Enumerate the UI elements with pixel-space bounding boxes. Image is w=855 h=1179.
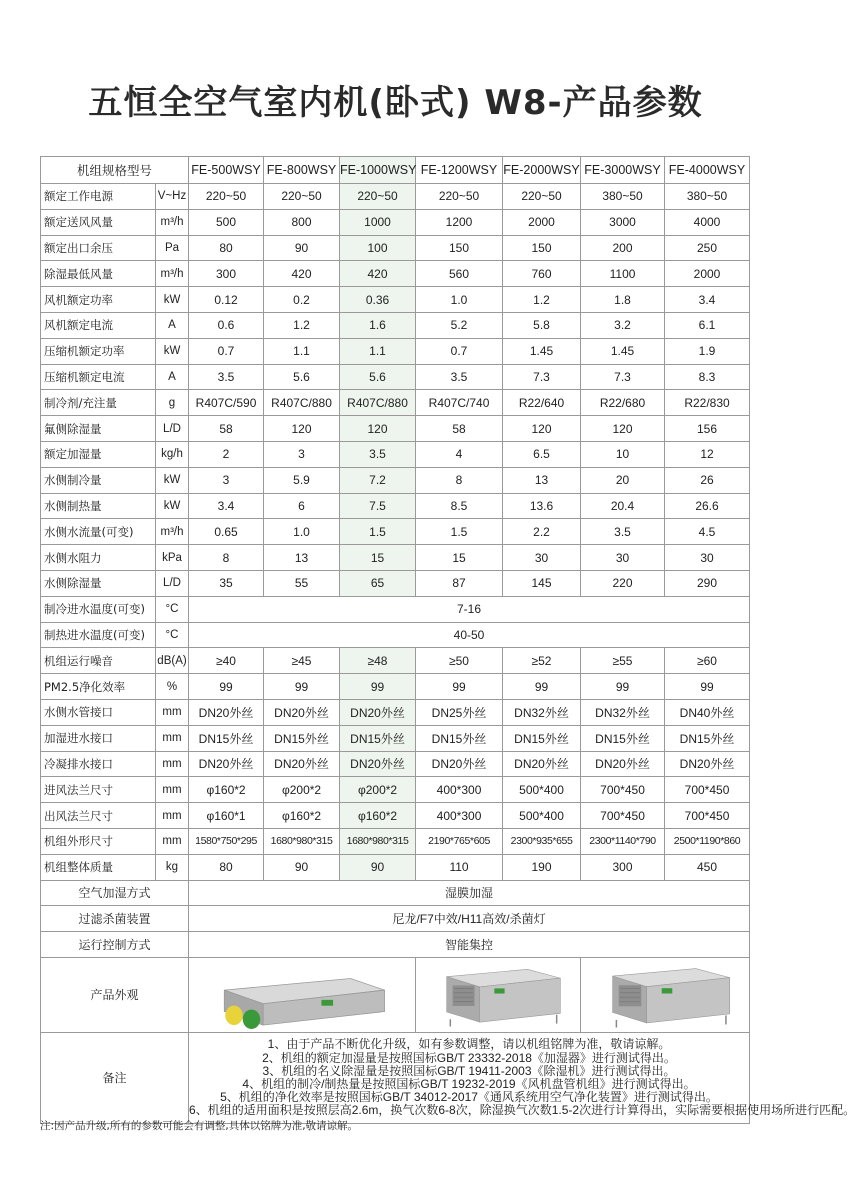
value-cell: 99 xyxy=(264,674,340,700)
table-row xyxy=(41,184,750,210)
value-cell: 90 xyxy=(264,235,340,261)
feature-row xyxy=(41,906,750,932)
value-cell: 5.6 xyxy=(264,364,340,390)
row-label: 水侧水管接口 xyxy=(41,699,156,725)
row-unit: mm xyxy=(156,725,189,751)
row-label: 水侧制冷量 xyxy=(41,467,156,493)
value-cell: 300 xyxy=(189,261,264,287)
row-label: 制冷剂/充注量 xyxy=(41,390,156,416)
value-cell: 380~50 xyxy=(581,184,665,210)
value-cell: 1580*750*295 xyxy=(189,828,264,854)
value-cell: DN20外丝 xyxy=(340,699,416,725)
value-cell: 13.6 xyxy=(503,493,581,519)
value-cell: 2 xyxy=(189,441,264,467)
row-label: 风机额定功率 xyxy=(41,287,156,313)
value-cell: DN20外丝 xyxy=(264,751,340,777)
value-cell: 500 xyxy=(189,209,264,235)
page-title: 五恒全空气室内机(卧式) W8-产品参数 xyxy=(88,83,703,123)
value-cell: 700*450 xyxy=(665,777,750,803)
table-row xyxy=(41,416,750,442)
row-label: 水侧水流量(可变) xyxy=(41,519,156,545)
row-label: 风机额定电流 xyxy=(41,312,156,338)
value-cell: 2300*935*655 xyxy=(503,828,581,854)
value-cell: 8.5 xyxy=(416,493,503,519)
table-row xyxy=(41,751,750,777)
value-cell: 120 xyxy=(503,416,581,442)
value-cell: ≥45 xyxy=(264,648,340,674)
value-cell: 99 xyxy=(340,674,416,700)
value-cell: 8 xyxy=(416,467,503,493)
model-header: FE-500WSY xyxy=(189,157,264,184)
appearance-label: 产品外观 xyxy=(41,957,189,1032)
value-cell: 500*400 xyxy=(503,803,581,829)
row-unit: °C xyxy=(156,596,189,622)
value-cell: 1.5 xyxy=(340,519,416,545)
value-cell: 400*300 xyxy=(416,803,503,829)
value-cell: 90 xyxy=(264,854,340,880)
value-cell: 7.3 xyxy=(581,364,665,390)
value-cell: 420 xyxy=(340,261,416,287)
value-cell: DN20外丝 xyxy=(189,751,264,777)
value-cell: 87 xyxy=(416,570,503,596)
value-cell: 1100 xyxy=(581,261,665,287)
value-cell: 2.2 xyxy=(503,519,581,545)
table-row xyxy=(41,674,750,700)
value-cell: 3.5 xyxy=(189,364,264,390)
value-cell: 0.2 xyxy=(264,287,340,313)
value-cell: 1.1 xyxy=(264,338,340,364)
table-row xyxy=(41,364,750,390)
table-row xyxy=(41,519,750,545)
note-line: 2、机组的额定加湿量是按照国标GB/T 23332-2018《加湿器》进行测试得出。 xyxy=(262,1050,676,1065)
feature-label: 空气加湿方式 xyxy=(41,880,189,906)
value-cell: 220~50 xyxy=(340,184,416,210)
value-cell: 15 xyxy=(340,545,416,571)
row-label: 压缩机额定功率 xyxy=(41,338,156,364)
value-cell: 1.0 xyxy=(416,287,503,313)
value-cell: 99 xyxy=(665,674,750,700)
value-cell: R22/830 xyxy=(665,390,750,416)
row-unit: °C xyxy=(156,622,189,648)
value-cell: 290 xyxy=(665,570,750,596)
value-cell: 0.7 xyxy=(189,338,264,364)
value-cell: 110 xyxy=(416,854,503,880)
model-header: FE-2000WSY xyxy=(503,157,581,184)
value-cell: 1.5 xyxy=(416,519,503,545)
value-cell: 4 xyxy=(416,441,503,467)
value-cell: ≥55 xyxy=(581,648,665,674)
value-cell: 1.2 xyxy=(503,287,581,313)
note-line: 1、由于产品不断优化升级，如有参数调整，请以机组铭牌为准，敬请谅解。 xyxy=(267,1037,671,1052)
note-line: 5、机组的净化效率是按照国标GB/T 34012-2017《通风系统用空气净化装置》进行测试得出。 xyxy=(220,1090,718,1105)
row-unit: kg/h xyxy=(156,441,189,467)
value-cell: 4000 xyxy=(665,209,750,235)
value-cell: 800 xyxy=(264,209,340,235)
value-cell: 1.9 xyxy=(665,338,750,364)
table-row xyxy=(41,725,750,751)
value-cell: DN25外丝 xyxy=(416,699,503,725)
feature-value: 智能集控 xyxy=(189,932,750,958)
value-cell: 30 xyxy=(581,545,665,571)
value-cell: DN15外丝 xyxy=(581,725,665,751)
product-photo-2 xyxy=(416,957,581,1032)
value-cell: 5.9 xyxy=(264,467,340,493)
row-unit: kW xyxy=(156,287,189,313)
row-unit: mm xyxy=(156,751,189,777)
row-label: 冷凝排水接口 xyxy=(41,751,156,777)
value-cell: R407C/880 xyxy=(264,390,340,416)
value-cell: 1.0 xyxy=(264,519,340,545)
value-cell: 99 xyxy=(416,674,503,700)
row-label: 进风法兰尺寸 xyxy=(41,777,156,803)
value-cell: 220~50 xyxy=(189,184,264,210)
value-cell: DN20外丝 xyxy=(665,751,750,777)
value-cell: φ200*2 xyxy=(340,777,416,803)
row-unit: L/D xyxy=(156,570,189,596)
row-label: 加湿进水接口 xyxy=(41,725,156,751)
value-cell: 120 xyxy=(581,416,665,442)
value-cell: 1.8 xyxy=(581,287,665,313)
value-cell: 200 xyxy=(581,235,665,261)
value-cell: 120 xyxy=(340,416,416,442)
value-cell: 760 xyxy=(503,261,581,287)
value-cell: 58 xyxy=(416,416,503,442)
note-line: 3、机组的名义除湿量是按照国标GB/T 19411-2003《除湿机》进行测试得出。 xyxy=(262,1063,676,1078)
value-cell: 7.3 xyxy=(503,364,581,390)
value-cell: DN20外丝 xyxy=(264,699,340,725)
value-cell: 145 xyxy=(503,570,581,596)
row-unit: L/D xyxy=(156,416,189,442)
value-cell: 55 xyxy=(264,570,340,596)
value-cell: φ160*2 xyxy=(189,777,264,803)
value-cell: 35 xyxy=(189,570,264,596)
value-cell: 5.6 xyxy=(340,364,416,390)
value-cell: 1000 xyxy=(340,209,416,235)
value-cell: DN20外丝 xyxy=(503,751,581,777)
value-cell: φ200*2 xyxy=(264,777,340,803)
appearance-row xyxy=(41,957,750,1032)
value-cell: 700*450 xyxy=(581,803,665,829)
table-row xyxy=(41,390,750,416)
value-cell: 2300*1140*790 xyxy=(581,828,665,854)
row-label: 压缩机额定电流 xyxy=(41,364,156,390)
value-cell: DN20外丝 xyxy=(581,751,665,777)
value-cell: φ160*2 xyxy=(340,803,416,829)
value-cell: 700*450 xyxy=(665,803,750,829)
value-cell: 0.7 xyxy=(416,338,503,364)
row-label: PM2.5净化效率 xyxy=(41,674,156,700)
row-unit: A xyxy=(156,364,189,390)
row-unit: dB(A) xyxy=(156,648,189,674)
value-cell: DN15外丝 xyxy=(264,725,340,751)
value-cell: 450 xyxy=(665,854,750,880)
table-row xyxy=(41,854,750,880)
table-row xyxy=(41,648,750,674)
value-cell: 220~50 xyxy=(416,184,503,210)
value-cell: 6.5 xyxy=(503,441,581,467)
value-cell: DN32外丝 xyxy=(503,699,581,725)
table-row xyxy=(41,338,750,364)
row-label: 制冷进水温度(可变) xyxy=(41,596,156,622)
notes-label: 备注 xyxy=(41,1032,189,1123)
value-cell: DN20外丝 xyxy=(416,751,503,777)
value-cell: 420 xyxy=(264,261,340,287)
value-cell: ≥50 xyxy=(416,648,503,674)
feature-label: 运行控制方式 xyxy=(41,932,189,958)
row-label: 额定工作电源 xyxy=(41,184,156,210)
value-cell: 100 xyxy=(340,235,416,261)
value-cell: 3.5 xyxy=(416,364,503,390)
row-label: 除湿最低风量 xyxy=(41,261,156,287)
row-unit: kW xyxy=(156,338,189,364)
value-cell: 65 xyxy=(340,570,416,596)
product-photo-3 xyxy=(581,957,750,1032)
table-row xyxy=(41,622,750,648)
value-cell: 1.45 xyxy=(581,338,665,364)
row-label: 氟侧除湿量 xyxy=(41,416,156,442)
table-row xyxy=(41,493,750,519)
note-line: 6、机组的适用面积是按照层高2.6m，换气次数6-8次，除湿换气次数1.5-2次进行计算得出，实际需要根据使用场所进行匹配。 xyxy=(189,1103,855,1118)
row-label: 额定出口余压 xyxy=(41,235,156,261)
row-unit: kW xyxy=(156,493,189,519)
value-cell: 1.1 xyxy=(340,338,416,364)
row-unit: m³/h xyxy=(156,519,189,545)
value-cell: 3.5 xyxy=(581,519,665,545)
value-cell: 80 xyxy=(189,854,264,880)
value-cell: R407C/880 xyxy=(340,390,416,416)
value-cell: 1680*980*315 xyxy=(264,828,340,854)
table-row xyxy=(41,261,750,287)
value-cell: 6 xyxy=(264,493,340,519)
row-unit: A xyxy=(156,312,189,338)
value-cell: 1.45 xyxy=(503,338,581,364)
value-cell: 1200 xyxy=(416,209,503,235)
value-cell: 20.4 xyxy=(581,493,665,519)
value-cell: 99 xyxy=(581,674,665,700)
value-cell: 250 xyxy=(665,235,750,261)
table-row xyxy=(41,596,750,622)
feature-row xyxy=(41,880,750,906)
note-line: 4、机组的制冷/制热量是按照国标GB/T 19232-2019《风机盘管机组》进行测试得出。 xyxy=(242,1076,696,1091)
merged-value: 40-50 xyxy=(189,622,750,648)
value-cell: 0.65 xyxy=(189,519,264,545)
value-cell: DN15外丝 xyxy=(189,725,264,751)
row-label: 额定加湿量 xyxy=(41,441,156,467)
value-cell: DN15外丝 xyxy=(665,725,750,751)
value-cell: 3 xyxy=(264,441,340,467)
header-label: 机组规格型号 xyxy=(41,157,189,184)
table-row xyxy=(41,235,750,261)
product-image-small xyxy=(197,961,407,1029)
table-row xyxy=(41,570,750,596)
value-cell: DN20外丝 xyxy=(340,751,416,777)
header-row xyxy=(41,157,750,184)
value-cell: 1680*980*315 xyxy=(340,828,416,854)
row-unit: g xyxy=(156,390,189,416)
value-cell: 500*400 xyxy=(503,777,581,803)
value-cell: R407C/590 xyxy=(189,390,264,416)
table-row xyxy=(41,545,750,571)
value-cell: 3.2 xyxy=(581,312,665,338)
value-cell: 3.5 xyxy=(340,441,416,467)
value-cell: 99 xyxy=(503,674,581,700)
value-cell: DN15外丝 xyxy=(503,725,581,751)
row-label: 制热进水温度(可变) xyxy=(41,622,156,648)
value-cell: 5.8 xyxy=(503,312,581,338)
value-cell: R407C/740 xyxy=(416,390,503,416)
value-cell: ≥52 xyxy=(503,648,581,674)
row-unit: V~Hz xyxy=(156,184,189,210)
row-unit: Pa xyxy=(156,235,189,261)
product-photo-1 xyxy=(189,957,416,1032)
table-row xyxy=(41,699,750,725)
table-row xyxy=(41,467,750,493)
value-cell: 150 xyxy=(416,235,503,261)
value-cell: DN15外丝 xyxy=(416,725,503,751)
row-label: 水侧水阻力 xyxy=(41,545,156,571)
value-cell: 26 xyxy=(665,467,750,493)
value-cell: 13 xyxy=(264,545,340,571)
value-cell: 30 xyxy=(503,545,581,571)
row-label: 水侧除湿量 xyxy=(41,570,156,596)
value-cell: ≥60 xyxy=(665,648,750,674)
row-unit: m³/h xyxy=(156,209,189,235)
product-image-large xyxy=(423,962,573,1028)
value-cell: 20 xyxy=(581,467,665,493)
value-cell: 12 xyxy=(665,441,750,467)
model-header: FE-3000WSY xyxy=(581,157,665,184)
value-cell: 6.1 xyxy=(665,312,750,338)
value-cell: 3.4 xyxy=(189,493,264,519)
row-label: 额定送风风量 xyxy=(41,209,156,235)
table-row xyxy=(41,441,750,467)
value-cell: R22/680 xyxy=(581,390,665,416)
value-cell: 156 xyxy=(665,416,750,442)
value-cell: DN15外丝 xyxy=(340,725,416,751)
value-cell: 120 xyxy=(264,416,340,442)
value-cell: 3 xyxy=(189,467,264,493)
value-cell: 220 xyxy=(581,570,665,596)
value-cell: 1.6 xyxy=(340,312,416,338)
row-unit: m³/h xyxy=(156,261,189,287)
value-cell: 80 xyxy=(189,235,264,261)
value-cell: ≥48 xyxy=(340,648,416,674)
feature-value: 尼龙/F7中效/H11高效/杀菌灯 xyxy=(189,906,750,932)
row-label: 机组外形尺寸 xyxy=(41,828,156,854)
value-cell: 13 xyxy=(503,467,581,493)
value-cell: 4.5 xyxy=(665,519,750,545)
value-cell: 560 xyxy=(416,261,503,287)
value-cell: 99 xyxy=(189,674,264,700)
value-cell: 8 xyxy=(189,545,264,571)
value-cell: DN20外丝 xyxy=(189,699,264,725)
value-cell: 2190*765*605 xyxy=(416,828,503,854)
value-cell: 15 xyxy=(416,545,503,571)
value-cell: 1.2 xyxy=(264,312,340,338)
row-unit: kg xyxy=(156,854,189,880)
table-row xyxy=(41,312,750,338)
spec-table xyxy=(40,156,855,1124)
row-label: 机组整体质量 xyxy=(41,854,156,880)
value-cell: 26.6 xyxy=(665,493,750,519)
value-cell: 3.4 xyxy=(665,287,750,313)
row-unit: mm xyxy=(156,828,189,854)
row-unit: mm xyxy=(156,777,189,803)
product-image-large xyxy=(588,961,743,1029)
value-cell: DN40外丝 xyxy=(665,699,750,725)
footnote: 注:因产品升级,所有的参数可能会有调整,具体以铭牌为准,敬请谅解。 xyxy=(40,1120,359,1132)
feature-value: 湿膜加湿 xyxy=(189,880,750,906)
value-cell: 2500*1190*860 xyxy=(665,828,750,854)
row-unit: kPa xyxy=(156,545,189,571)
value-cell: 0.36 xyxy=(340,287,416,313)
feature-label: 过滤杀菌装置 xyxy=(41,906,189,932)
value-cell: 7.5 xyxy=(340,493,416,519)
value-cell: 400*300 xyxy=(416,777,503,803)
table-row xyxy=(41,777,750,803)
model-header: FE-1000WSY xyxy=(340,157,416,184)
value-cell: 0.6 xyxy=(189,312,264,338)
model-header: FE-1200WSY xyxy=(416,157,503,184)
value-cell: 3000 xyxy=(581,209,665,235)
value-cell: 90 xyxy=(340,854,416,880)
row-label: 出风法兰尺寸 xyxy=(41,803,156,829)
value-cell: 10 xyxy=(581,441,665,467)
model-header: FE-800WSY xyxy=(264,157,340,184)
feature-row xyxy=(41,932,750,958)
row-label: 水侧制热量 xyxy=(41,493,156,519)
value-cell: 190 xyxy=(503,854,581,880)
row-unit: % xyxy=(156,674,189,700)
value-cell: 30 xyxy=(665,545,750,571)
table-row xyxy=(41,287,750,313)
notes-cell xyxy=(189,1032,855,1123)
value-cell: φ160*1 xyxy=(189,803,264,829)
value-cell: R22/640 xyxy=(503,390,581,416)
table-row xyxy=(41,803,750,829)
value-cell: 700*450 xyxy=(581,777,665,803)
value-cell: 2000 xyxy=(503,209,581,235)
value-cell: 300 xyxy=(581,854,665,880)
merged-value: 7-16 xyxy=(189,596,750,622)
value-cell: φ160*2 xyxy=(264,803,340,829)
row-unit: mm xyxy=(156,699,189,725)
value-cell: 58 xyxy=(189,416,264,442)
value-cell: 5.2 xyxy=(416,312,503,338)
value-cell: 380~50 xyxy=(665,184,750,210)
value-cell: 7.2 xyxy=(340,467,416,493)
value-cell: 150 xyxy=(503,235,581,261)
value-cell: DN32外丝 xyxy=(581,699,665,725)
row-unit: kW xyxy=(156,467,189,493)
notes-row xyxy=(41,1032,750,1123)
value-cell: 0.12 xyxy=(189,287,264,313)
value-cell: 8.3 xyxy=(665,364,750,390)
row-label: 机组运行噪音 xyxy=(41,648,156,674)
value-cell: 2000 xyxy=(665,261,750,287)
value-cell: 220~50 xyxy=(264,184,340,210)
table-row xyxy=(41,828,750,854)
row-unit: mm xyxy=(156,803,189,829)
model-header: FE-4000WSY xyxy=(665,157,750,184)
table-row xyxy=(41,209,750,235)
value-cell: ≥40 xyxy=(189,648,264,674)
value-cell: 220~50 xyxy=(503,184,581,210)
